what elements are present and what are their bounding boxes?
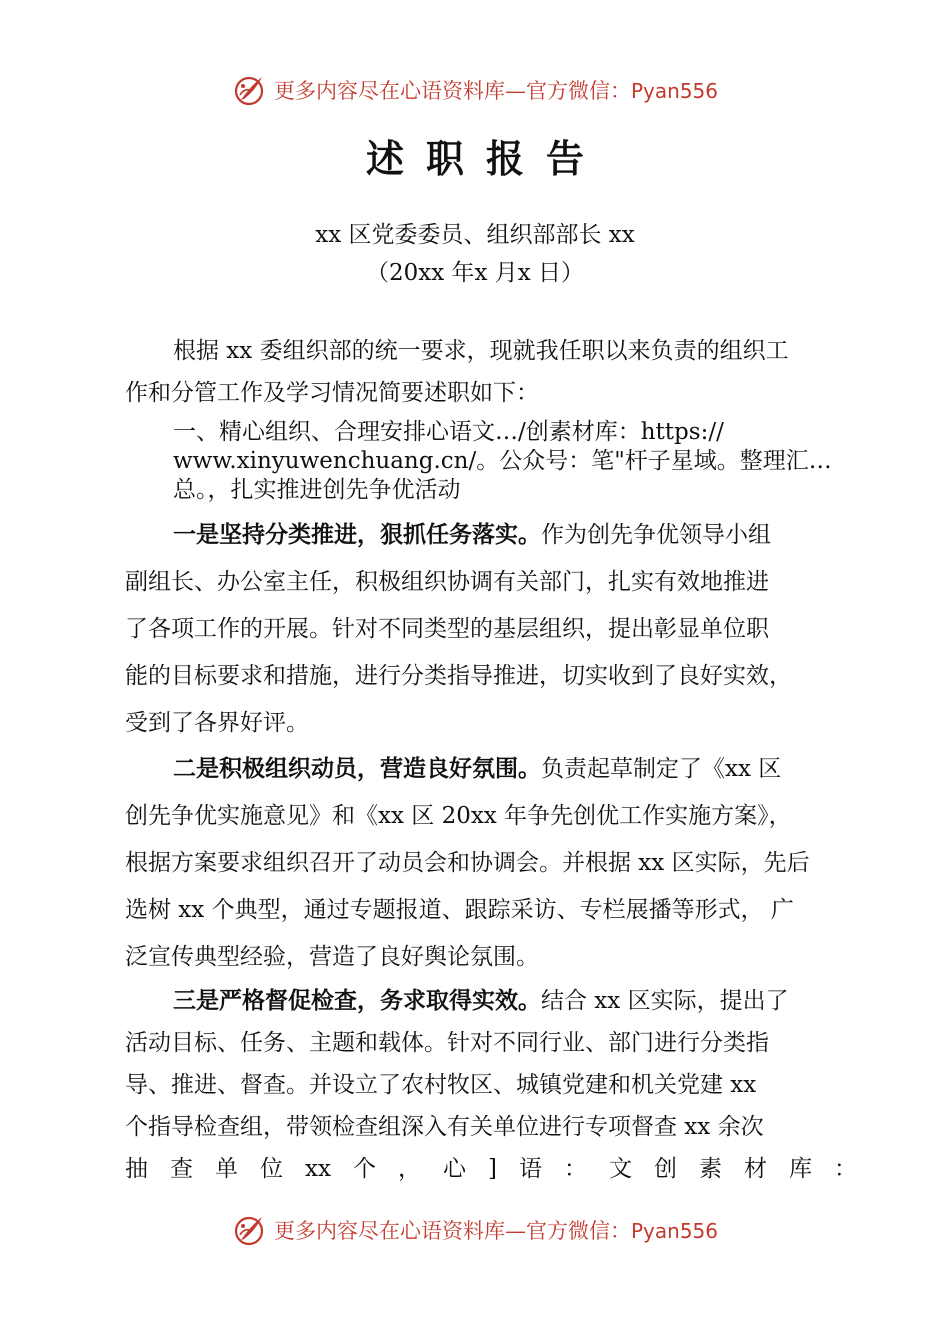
header-watermark xyxy=(0,70,950,110)
item-line: 根据方案要求组织召开了动员会和协调会。并根据 xx 区实际，先后 xyxy=(125,850,810,876)
spread-char: 语 xyxy=(518,1156,542,1182)
spread-char: 单 xyxy=(215,1156,238,1182)
item-paragraph-1 xyxy=(125,512,857,747)
wechat-id: Pyan556 xyxy=(630,79,718,103)
spread-char: 查 xyxy=(170,1156,193,1182)
spread-char: ： xyxy=(833,1156,857,1182)
intro-paragraph xyxy=(125,330,857,414)
item-first-line xyxy=(125,512,857,559)
item-spread-line xyxy=(125,1148,857,1190)
spread-char: 心 xyxy=(442,1156,466,1182)
item-paragraph-2 xyxy=(125,746,857,981)
quill-logo-icon xyxy=(232,1213,266,1247)
item-line: 了各项工作的开展。针对不同类型的基层组织，提出彰显单位职 xyxy=(125,616,769,642)
spread-char: 文 xyxy=(608,1156,632,1182)
quill-logo-icon xyxy=(232,73,266,107)
footer-watermark xyxy=(0,1210,950,1250)
item-line: 受到了各界好评。 xyxy=(125,710,309,736)
section-heading-line: 总。，扎实推进创先争优活动 xyxy=(173,477,461,503)
section-heading-line: 一、精心组织、合理安排心语文…/创素材库：https:// xyxy=(173,419,724,445)
item-line: 创先争优实施意见》和《xx 区 20xx 年争先创优工作实施方案》， xyxy=(125,803,792,829)
item-line: 活动目标、任务、主题和载体。针对不同行业、部门进行分类指 xyxy=(125,1030,769,1056)
item-text: 作为创先争优领导小组 xyxy=(541,522,771,548)
spread-char: ， xyxy=(397,1156,421,1182)
author-line: xx 区党委委员、组织部部长 xx xyxy=(315,222,635,248)
item-line: 导、推进、督查。并设立了农村牧区、城镇党建和机关党建 xx xyxy=(125,1072,757,1098)
spread-char: 位 xyxy=(260,1156,283,1182)
watermark-text: 更多内容尽在心语资料库—官方微信：Pyan556 xyxy=(273,1219,718,1243)
spread-char: xx xyxy=(305,1156,331,1182)
spread-char: 抽 xyxy=(125,1156,148,1182)
spread-char: ] xyxy=(487,1156,497,1182)
spread-char: 材 xyxy=(743,1156,767,1182)
page-title: 述职报告 xyxy=(365,136,606,181)
section-heading-line: www.xinyuwenchuang.cn/。公众号：笔"杆子星域。整理汇… xyxy=(173,448,832,474)
item-paragraph-3 xyxy=(125,980,857,1190)
item-line: 副组长、办公室主任，积极组织协调有关部门，扎实有效地推进 xyxy=(125,569,769,595)
item-first-line xyxy=(125,746,857,793)
spread-char: 创 xyxy=(653,1156,677,1182)
item-text: 结合 xx 区实际，提出了 xyxy=(541,988,789,1014)
item-line: 个指导检查组，带领检查组深入有关单位进行专项督查 xx 余次 xyxy=(125,1114,764,1140)
spread-char: 素 xyxy=(698,1156,722,1182)
intro-line: 作和分管工作及学习情况简要述职如下： xyxy=(125,380,539,406)
item-line: 选树 xx 个典型，通过专题报道、跟踪采访、专栏展播等形式， 广 xyxy=(125,897,794,923)
spread-char: 个 xyxy=(352,1156,376,1182)
item-lead: 二是积极组织动员，营造良好氛围。 xyxy=(173,756,541,782)
item-lead: 一是坚持分类推进，狠抓任务落实。 xyxy=(173,522,541,548)
intro-line: 根据 xx 委组织部的统一要求，现就我任职以来负责的组织工 xyxy=(173,338,789,364)
item-text: 负责起草制定了《xx 区 xyxy=(541,756,782,782)
date-line: （20xx 年x 月x 日） xyxy=(365,260,585,286)
item-lead: 三是严格督促检查，务求取得实效。 xyxy=(173,988,541,1014)
watermark-text: 更多内容尽在心语资料库—官方微信：Pyan556 xyxy=(273,79,718,103)
spread-char: ： xyxy=(563,1156,587,1182)
item-line: 能的目标要求和措施，进行分类指导推进，切实收到了良好实效， xyxy=(125,663,792,689)
section-heading xyxy=(125,418,857,505)
wechat-id: Pyan556 xyxy=(630,1219,718,1243)
spread-char: 库 xyxy=(788,1156,812,1182)
item-line: 泛宣传典型经验，营造了良好舆论氛围。 xyxy=(125,944,539,970)
item-first-line xyxy=(125,980,857,1022)
